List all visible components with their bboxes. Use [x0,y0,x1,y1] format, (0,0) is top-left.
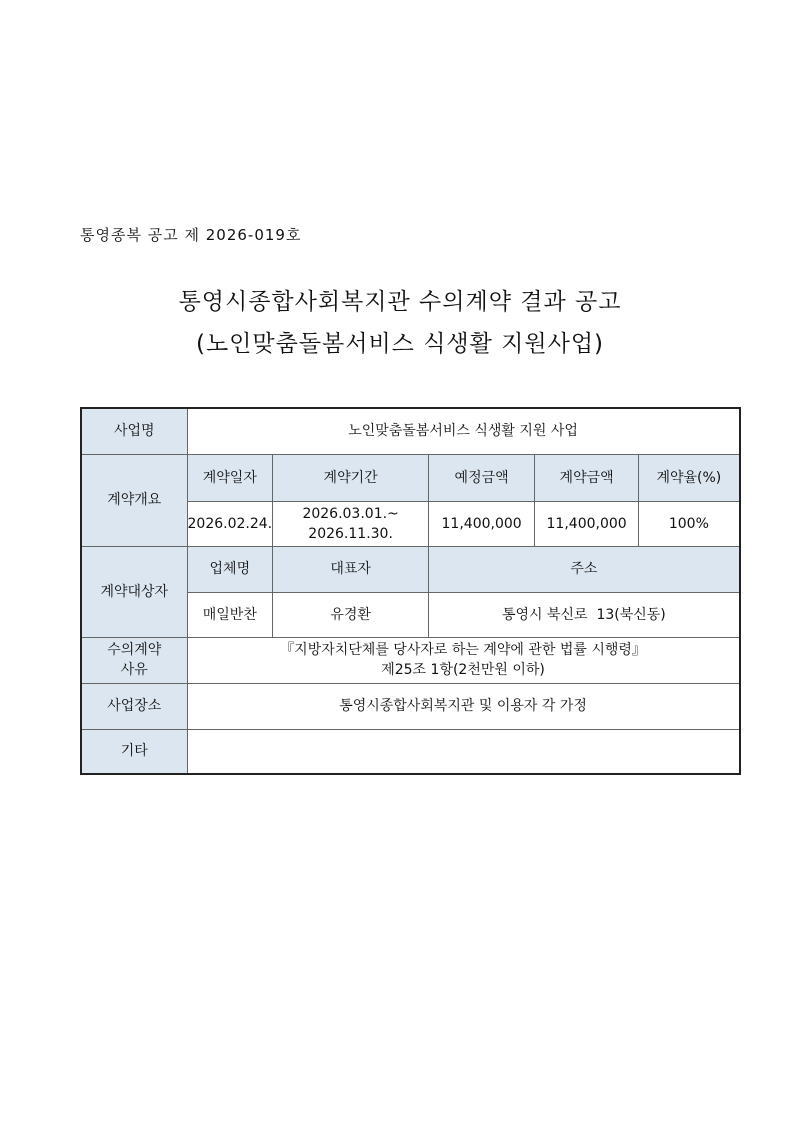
etc [187,729,740,774]
party-label: 계약대상자 [81,546,187,637]
reason-line-1: 『지방자치단체를 당사자로 하는 계약에 관한 법률 시행령』 [280,642,646,658]
representative: 유경환 [273,592,429,637]
header-company: 업체명 [187,546,273,592]
etc-label: 기타 [81,729,187,774]
title-line-1: 통영시종합사회복지관 수의계약 결과 공고 [178,289,622,315]
address: 통영시 북신로 13(북신동) [429,592,740,637]
reason-label-2: 사유 [120,662,148,678]
header-estimated: 예정금액 [429,454,535,501]
contract-period [273,501,429,546]
contract-table [80,407,741,775]
project-name-label: 사업명 [81,408,187,454]
header-period: 계약기간 [273,454,429,501]
period-end: 2026.11.30. [308,525,393,542]
header-address: 주소 [429,546,740,592]
title-line-2: (노인맞춤돌봄서비스 식생활 지원사업) [195,331,605,357]
overview-label: 계약개요 [81,454,187,546]
header-date: 계약일자 [187,454,273,501]
reason-line-2: 제25조 1항(2천만원 이하) [381,662,545,678]
project-name: 노인맞춤돌봄서비스 식생활 지원 사업 [187,408,740,454]
place-label: 사업장소 [81,683,187,729]
notice-number: 통영종복 공고 제 2026-019호 [80,226,302,244]
contract-rate: 100% [639,501,740,546]
header-representative: 대표자 [273,546,429,592]
estimated-amount: 11,400,000 [429,501,535,546]
place: 통영시종합사회복지관 및 이용자 각 가정 [187,683,740,729]
company-name: 매일반찬 [187,592,273,637]
contract-amount: 11,400,000 [535,501,639,546]
period-start: 2026.03.01.~ [302,505,399,522]
reason [187,637,740,683]
header-contract-amount: 계약금액 [535,454,639,501]
header-rate: 계약율(%) [639,454,740,501]
reason-label [81,637,187,683]
contract-date: 2026.02.24. [187,501,273,546]
reason-label-1: 수의계약 [107,642,162,658]
